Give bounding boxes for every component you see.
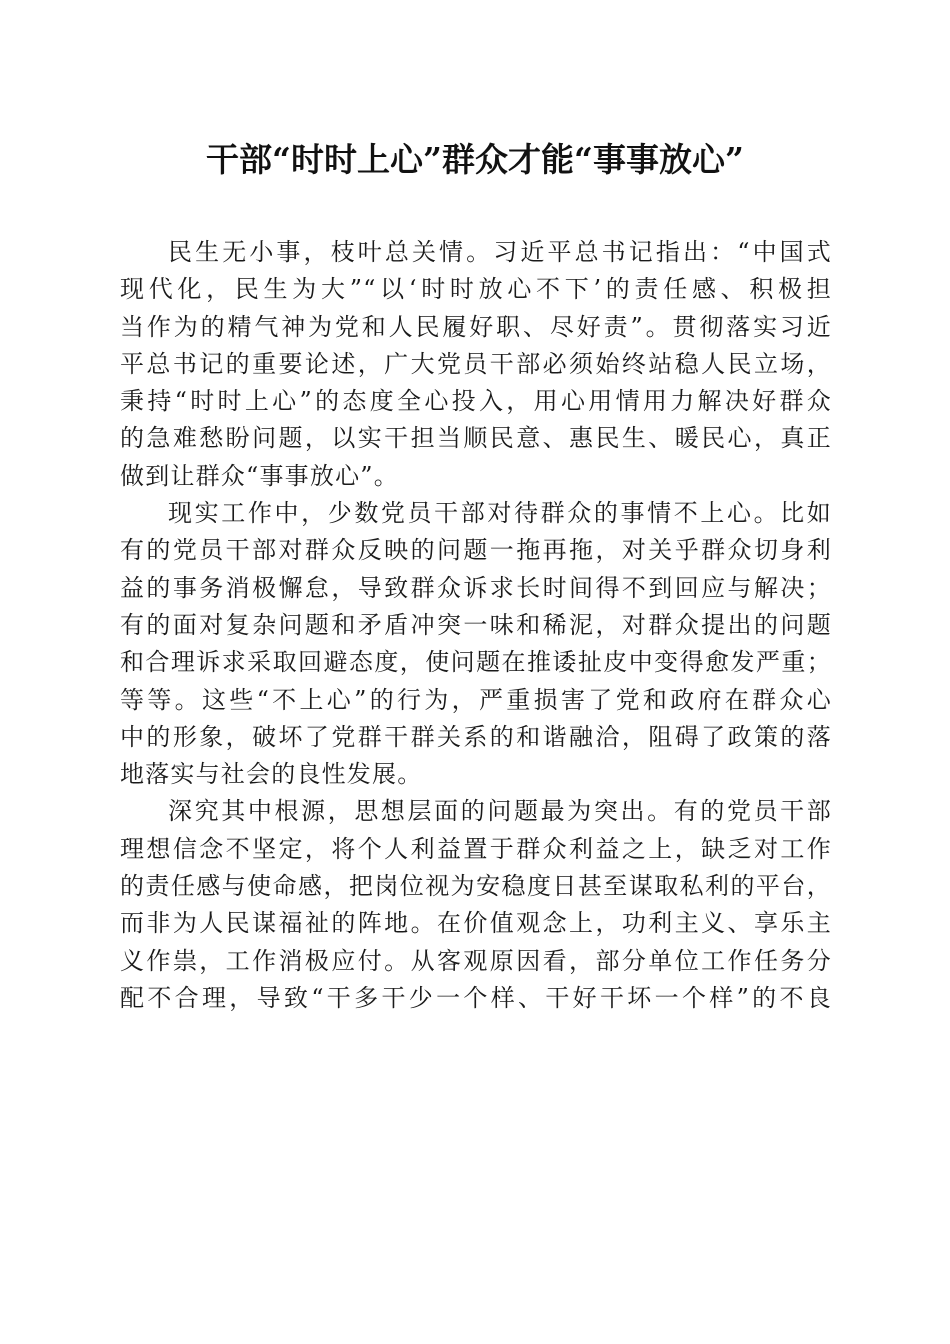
text-line: 理想信念不坚定，将个人利益置于群众利益之上，缺乏对工作 (120, 834, 832, 863)
text-line: 有的党员干部对群众反映的问题一拖再拖，对关乎群众切身利 (120, 536, 832, 565)
document-title: 干部“时时上心”群众才能“事事放心” (206, 140, 744, 179)
text-line: 深究其中根源，思想层面的问题最为突出。有的党员干部 (168, 797, 832, 826)
text-line: 而非为人民谋福祉的阵地。在价值观念上，功利主义、享乐主 (120, 909, 832, 938)
text-line: 现实工作中，少数党员干部对待群众的事情不上心。比如 (168, 499, 832, 528)
text-line: 等等。这些“不上心”的行为，严重损害了党和政府在群众心 (120, 685, 832, 714)
text-line: 现代化，民生为大”“以‘时时放心不下’的责任感、积极担 (120, 275, 832, 304)
paragraph-3 (120, 793, 832, 1017)
document-body (120, 234, 832, 1017)
text-line: 中的形象，破坏了党群干群关系的和谐融洽，阻碍了政策的落 (120, 722, 832, 751)
text-line: 的急难愁盼问题，以实干担当顺民意、惠民生、暖民心，真正 (120, 424, 832, 453)
text-line: 的责任感与使命感，把岗位视为安稳度日甚至谋取私利的平台， (120, 872, 832, 901)
text-line: 地落实与社会的良性发展。 (120, 760, 423, 789)
text-line: 当作为的精气神为党和人民履好职、尽好责”。贯彻落实习近 (120, 312, 832, 341)
text-line: 做到让群众“事事放心”。 (120, 461, 399, 490)
text-line: 民生无小事，枝叶总关情。习近平总书记指出：“中国式 (168, 238, 832, 266)
text-line: 秉持“时时上心”的态度全心投入，用心用情用力解决好群众 (120, 387, 832, 416)
text-line: 有的面对复杂问题和矛盾冲突一味和稀泥，对群众提出的问题 (120, 610, 832, 639)
paragraph-1 (120, 234, 832, 495)
text-line: 义作祟，工作消极应付。从客观原因看，部分单位工作任务分 (120, 946, 832, 975)
text-line: 和合理诉求采取回避态度，使问题在推诿扯皮中变得愈发严重； (120, 648, 832, 677)
paragraph-2 (120, 495, 832, 793)
text-line: 益的事务消极懈怠，导致群众诉求长时间得不到回应与解决； (120, 573, 832, 602)
text-line: 平总书记的重要论述，广大党员干部必须始终站稳人民立场， (120, 349, 832, 378)
text-line: 配不合理，导致“干多干少一个样、干好干坏一个样”的不良 (120, 983, 832, 1012)
